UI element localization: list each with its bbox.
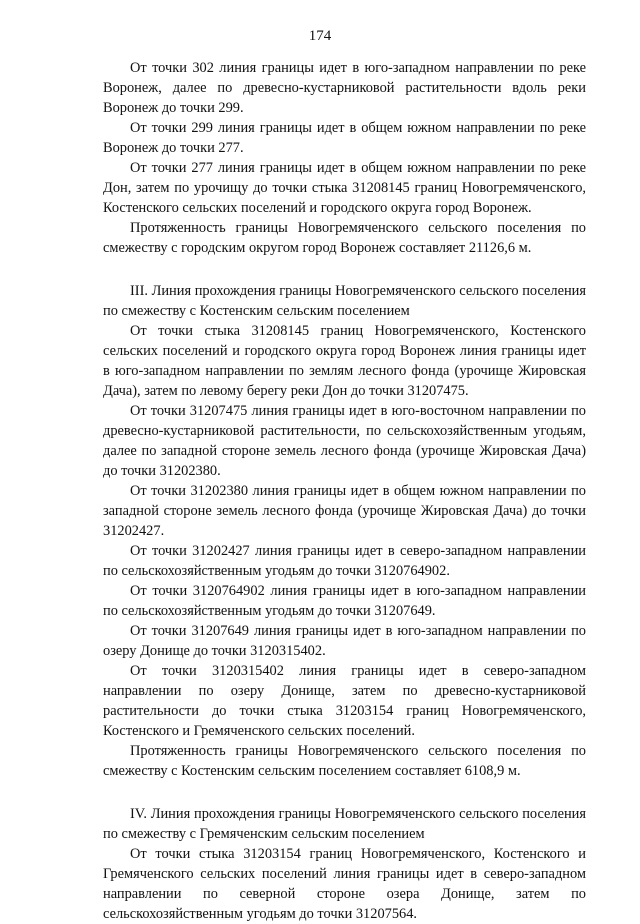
paragraph-point-31203154: От точки стыка 31203154 границ Новогремяченского, Костенского и Гремяченского сельских поселений линия границы идет в северо-западном направлении по северной стороне озера Донище, затем по сельскохозяйственным угодьям до точки 31207564. — [103, 846, 586, 922]
paragraph-point-3120764902: От точки 3120764902 линия границы идет в юго-западном направлении по сельскохозяйственным угодьям до точки 31207649. — [103, 583, 586, 619]
paragraph-point-31207649: От точки 31207649 линия границы идет в юго-западном направлении по озеру Донище до точки 3120315402. — [103, 623, 586, 659]
page-number: 174 — [308, 28, 332, 44]
paragraph-point-31202380: От точки 31202380 линия границы идет в общем южном направлении по западной стороне земель лесного фонда (урочище Жировская Дача) до точки 31202427. — [103, 483, 586, 539]
paragraph-point-31202427: От точки 31202427 линия границы идет в северо-западном направлении по сельскохозяйственным угодьям до точки 3120764902. — [103, 543, 586, 579]
document-body — [103, 58, 586, 924]
section-gap — [103, 781, 586, 804]
paragraph-length-voronezh: Протяженность границы Новогремяченского сельского поселения по смежеству с городским округом город Воронеж составляет 21126,6 м. — [103, 220, 586, 256]
section-heading-iv: IV. Линия прохождения границы Новогремяченского сельского поселения по смежеству с Гремяченским сельским поселением — [103, 806, 586, 842]
section-gap — [103, 258, 586, 281]
paragraph-length-kostenskoe: Протяженность границы Новогремяченского сельского поселения по смежеству с Костенским сельским поселением составляет 6108,9 м. — [103, 743, 586, 779]
paragraph-point-31208145: От точки стыка 31208145 границ Новогремяченского, Костенского сельских поселений и городского округа город Воронеж линия границы идет в юго-западном направлении по землям лесного фонда (урочище Жировская Дача), затем по левому берегу реки Дон до точки 31207475. — [103, 323, 586, 399]
paragraph-point-302: От точки 302 линия границы идет в юго-западном направлении по реке Воронеж, далее по древесно-кустарниковой растительности вдоль реки Воронеж до точки 299. — [103, 60, 586, 116]
paragraph-point-31207475: От точки 31207475 линия границы идет в юго-восточном направлении по древесно-кустарниковой растительности, по сельскохозяйственным угодьям, далее по западной стороне земель лесного фонда (урочище Жировская Дача) до точки 31202380. — [103, 403, 586, 479]
paragraph-point-3120315402: От точки 3120315402 линия границы идет в северо-западном направлении по озеру Донище, затем по древесно-кустарниковой растительности до точки стыка 31203154 границ Новогремяченского, Костенского и Гремяченского сельских поселений. — [103, 663, 586, 739]
section-heading-iii: III. Линия прохождения границы Новогремяченского сельского поселения по смежеству с Костенским сельским поселением — [103, 283, 586, 319]
paragraph-point-277: От точки 277 линия границы идет в общем южном направлении по реке Дон, затем по урочищу до точки стыка 31208145 границ Новогремяченского, Костенского сельских поселений и городского округа город Воронеж. — [103, 160, 586, 216]
paragraph-point-299: От точки 299 линия границы идет в общем южном направлении по реке Воронеж до точки 277. — [103, 120, 586, 156]
